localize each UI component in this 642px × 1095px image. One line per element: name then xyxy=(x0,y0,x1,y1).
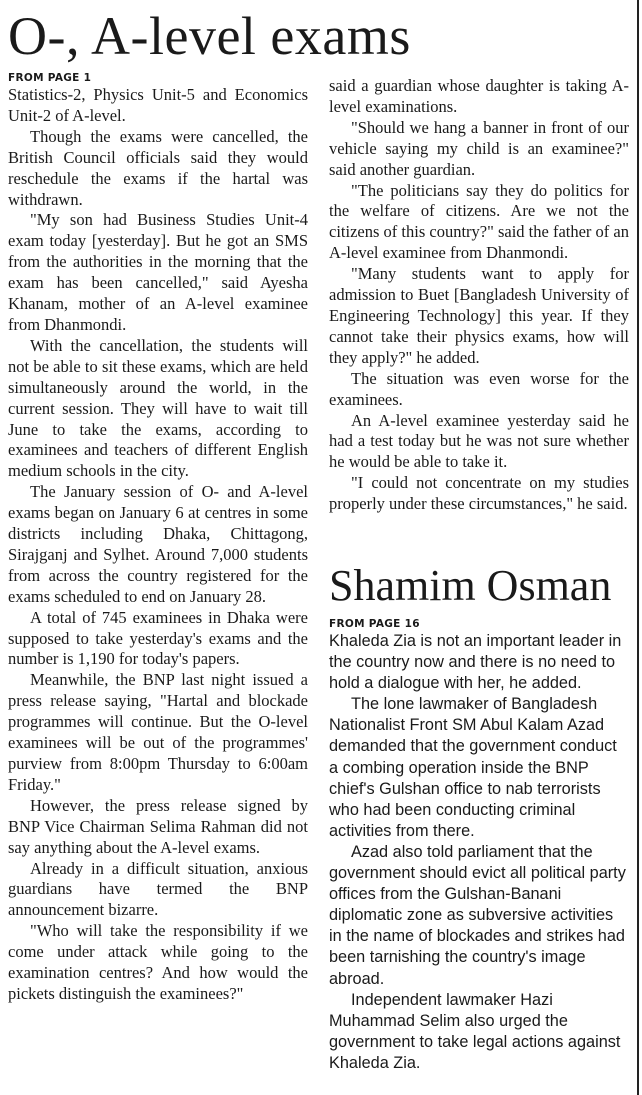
left-column xyxy=(8,72,308,1005)
paragraph: However, the press release signed by BNP Vice Chairman Selima Rahman did not say anything about the A-level exams. xyxy=(8,795,308,857)
paragraph: "Many students want to apply for admission to Buet [Bangladesh University of Engineering Technology] this year. If they cannot take their physics exams, how will they apply?" he added. xyxy=(329,264,629,367)
second-story-column xyxy=(329,618,629,1074)
paragraph: "The politicians say they do politics for the welfare of citizens. Are we not the citizens of this country?" said the father of an A-level examinee from Dhanmondi. xyxy=(329,180,629,263)
second-story-headline: Shamim Osman xyxy=(329,561,612,610)
right-column xyxy=(329,76,629,515)
paragraph: "I could not concentrate on my studies properly under these circumstances," he said. xyxy=(329,473,629,514)
paragraph: "Should we hang a banner in front of our vehicle saying my child is an examinee?" said another guardian. xyxy=(329,117,629,179)
paragraph: Meanwhile, the BNP last night issued a press release saying, "Hartal and blockade programmes will continue. But the O-level examinees will be out of the programmes' purview from 8:00pm Thursday to 6:00am Friday." xyxy=(8,670,308,794)
headline: O-, A-level exams xyxy=(8,6,411,66)
paragraph: The January session of O- and A-level exams began on January 6 at centres in some districts including Dhaka, Chittagong, Sirajganj and Sylhet. Around 7,000 students from across the country registered for the exams scheduled to end on January 28. xyxy=(8,482,308,606)
paragraph: said a guardian whose daughter is taking A-level examinations. xyxy=(329,76,629,116)
jump-line: FROM PAGE 1 xyxy=(8,72,92,84)
paragraph: The lone lawmaker of Bangladesh Nationalist Front SM Abul Kalam Azad demanded that the government conduct a combing operation inside the BNP chief's Gulshan office to nab terrorists who had been conducting criminal activities from there. xyxy=(329,695,617,840)
paragraph: The situation was even worse for the examinees. xyxy=(329,368,629,409)
paragraph: Statistics-2, Physics Unit-5 and Economics Unit-2 of A-level. xyxy=(8,85,308,125)
paragraph: A total of 745 examinees in Dhaka were supposed to take yesterday's exams and the number is 1,190 for today's papers. xyxy=(8,607,308,669)
paragraph: An A-level examinee yesterday said he had a test today but he was not sure whether he would be able to take it. xyxy=(329,410,629,472)
paragraph: With the cancellation, the students will not be able to sit these exams, which are held simultaneously around the world, in the current session. They will have to wait till June to take the exams, according to examinees and teachers of different English medium schools in the city. xyxy=(8,335,308,481)
paragraph: "My son had Business Studies Unit-4 exam today [yesterday]. But he got an SMS from the authorities in the morning that the exam has been cancelled," said Ayesha Khanam, mother of an A-level examinee from Dhanmondi. xyxy=(8,210,308,334)
page-edge-rule xyxy=(637,0,639,1095)
paragraph: Independent lawmaker Hazi Muhammad Selim also urged the government to take legal actions against Khaleda Zia. xyxy=(329,990,621,1072)
paragraph: "Who will take the responsibility if we come under attack while going to the examination centres? And how would the pickets distinguish the examinees?" xyxy=(8,921,308,1003)
paragraph: Khaleda Zia is not an important leader in the country now and there is no need to hold a dialogue with her, he added. xyxy=(329,632,622,693)
paragraph: Though the exams were cancelled, the British Council officials said they would reschedule the exams if the hartal was withdrawn. xyxy=(8,126,308,209)
paragraph: Azad also told parliament that the government should evict all political party offices from the Gulshan-Banani diplomatic zone as subversive activities in the name of blockades and strikes had been tarnishing the country's image abroad. xyxy=(329,842,626,988)
jump-line: FROM PAGE 16 xyxy=(329,618,420,630)
paragraph: Already in a difficult situation, anxious guardians have termed the BNP announcement bizarre. xyxy=(8,858,308,920)
